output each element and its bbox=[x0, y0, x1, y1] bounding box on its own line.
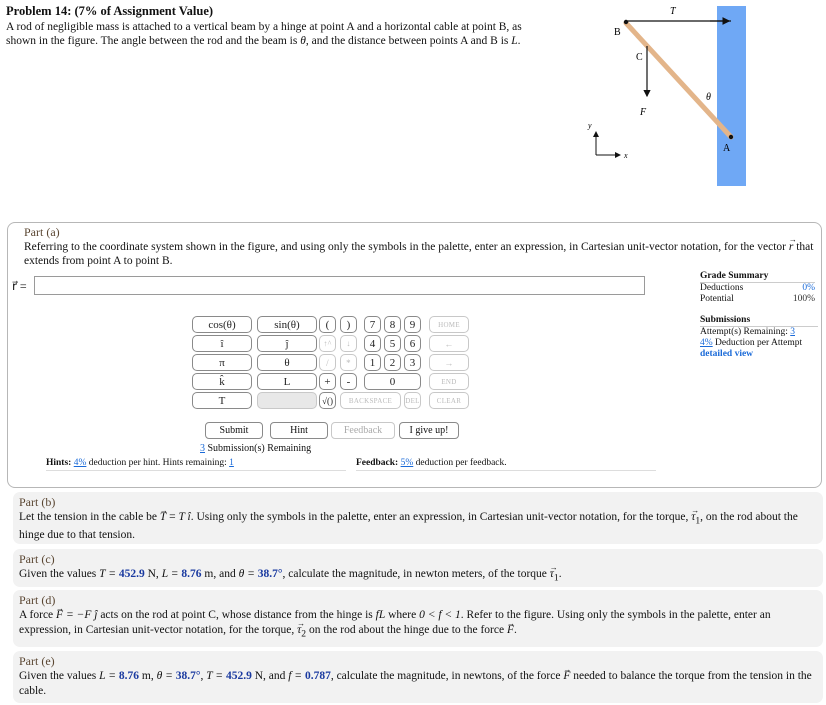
part-b-panel[interactable] bbox=[13, 492, 823, 544]
part-d-panel[interactable] bbox=[13, 590, 823, 647]
key-9[interactable]: 9 bbox=[404, 316, 421, 333]
deductions-value: 0% bbox=[802, 283, 815, 293]
part-a-panel bbox=[7, 222, 822, 488]
key-6[interactable]: 6 bbox=[404, 335, 421, 352]
submissions-remaining: 3 Submission(s) Remaining bbox=[200, 443, 312, 454]
key-1[interactable]: 1 bbox=[364, 354, 381, 371]
key-pi[interactable]: π bbox=[192, 354, 252, 371]
part-d-label: Part (d) bbox=[19, 593, 56, 607]
part-a-label: Part (a) bbox=[24, 225, 60, 239]
part-e-panel[interactable] bbox=[13, 651, 823, 703]
key-theta[interactable]: θ bbox=[257, 354, 317, 371]
key-home[interactable]: HOME bbox=[429, 316, 469, 333]
key-plus[interactable]: + bbox=[319, 373, 336, 390]
key-open-paren[interactable]: ( bbox=[319, 316, 336, 333]
attempts-label: Attempt(s) Remaining: bbox=[700, 327, 788, 337]
key-0[interactable]: 0 bbox=[364, 373, 421, 390]
part-c-panel[interactable] bbox=[13, 549, 823, 587]
part-c-label: Part (c) bbox=[19, 552, 55, 566]
key-left-arrow[interactable]: ← bbox=[429, 335, 469, 352]
key-sqrt[interactable]: √() bbox=[319, 392, 336, 409]
potential-label: Potential bbox=[700, 294, 734, 304]
key-multiply[interactable]: * bbox=[340, 354, 357, 371]
key-j-hat[interactable]: ĵ bbox=[257, 335, 317, 352]
key-i-hat[interactable]: î bbox=[192, 335, 252, 352]
answer-input[interactable] bbox=[34, 276, 645, 295]
deduction-per-attempt-label: Deduction per Attempt bbox=[715, 338, 803, 348]
key-right-arrow[interactable]: → bbox=[429, 354, 469, 371]
key-del[interactable]: DEL bbox=[404, 392, 421, 409]
key-up-power[interactable]: ↑^ bbox=[319, 335, 336, 352]
key-3[interactable]: 3 bbox=[404, 354, 421, 371]
rod bbox=[626, 23, 731, 137]
answer-label: r⃗ = bbox=[12, 279, 27, 293]
label-x: x bbox=[624, 151, 628, 160]
label-y: y bbox=[588, 121, 592, 130]
key-backspace[interactable]: BACKSPACE bbox=[340, 392, 401, 409]
part-c-question: Given the values T = 452.9 N, L = 8.76 m, and θ = 38.7°, calculate the magnitude, in newton meters, of the torque → $\tau_1$. bbox=[19, 568, 562, 580]
key-t[interactable]: T bbox=[192, 392, 252, 409]
deductions-label: Deductions bbox=[700, 283, 744, 293]
label-t: T bbox=[670, 6, 676, 17]
problem-figure bbox=[580, 0, 826, 190]
attempts-value: 3 bbox=[790, 327, 795, 337]
vertical-beam bbox=[717, 6, 746, 186]
key-sin-theta[interactable]: sin(θ) bbox=[257, 316, 317, 333]
part-d-question: A force → F = −F ĵ acts on the rod at point C, whose distance from the hinge is fL where 0 < f < 1. Refer to the figure. Using only the symbols in the palette, enter an expression, in Cartesian unit-vector notation, for the torque, → $\tau_2$ on the rod about the hinge due to the force → F. bbox=[19, 609, 771, 636]
part-e-label: Part (e) bbox=[19, 654, 55, 668]
key-l[interactable]: L bbox=[257, 373, 317, 390]
deduction-per-attempt-value: 4% bbox=[700, 338, 713, 348]
key-5[interactable]: 5 bbox=[384, 335, 401, 352]
problem-title: Problem 14: (7% of Assignment Value) bbox=[6, 4, 214, 18]
part-e-question: Given the values L = 8.76 m, θ = 38.7°, T = 452.9 N, and f = 0.787, calculate the magnitude, in newtons, of the force → F needed to balance the torque from the tension in the cable. bbox=[19, 670, 812, 697]
hint-deduction-pct: 4% bbox=[73, 458, 87, 468]
key-blank bbox=[257, 392, 317, 409]
grade-summary bbox=[700, 271, 815, 305]
key-end[interactable]: END bbox=[429, 373, 469, 390]
label-b: B bbox=[614, 27, 621, 38]
label-c: C bbox=[636, 52, 643, 63]
feedback-info: Feedback: 5% deduction per feedback. bbox=[356, 458, 656, 471]
submissions-summary bbox=[700, 315, 818, 360]
submit-button[interactable]: Submit bbox=[205, 422, 263, 439]
key-cos-theta[interactable]: cos(θ) bbox=[192, 316, 252, 333]
part-b-label: Part (b) bbox=[19, 495, 56, 509]
detailed-view-link[interactable]: detailed view bbox=[700, 349, 754, 359]
potential-value: 100% bbox=[792, 294, 815, 304]
hints-info: Hints: 4% deduction per hint. Hints remaining: 1 bbox=[46, 458, 346, 471]
key-2[interactable]: 2 bbox=[384, 354, 401, 371]
key-k-hat[interactable]: k̂ bbox=[192, 373, 252, 390]
feedback-deduction-pct: 5% bbox=[400, 458, 414, 468]
key-clear[interactable]: CLEAR bbox=[429, 392, 469, 409]
part-a-question: Referring to the coordinate system shown in the figure, and using only the symbols in the palette, enter an expression, in Cartesian unit-vector notation, for the vector → r that extends from point A to point B. bbox=[24, 240, 819, 268]
grade-summary-heading: Grade Summary bbox=[700, 271, 815, 283]
give-up-button[interactable]: I give up! bbox=[399, 422, 459, 439]
part-b-question: Let the tension in the cable be → T = T î. Using only the symbols in the palette, enter an expression, in Cartesian unit-vector notation, for the torque, → $\tau_1$, on the rod about the hinge due to that tension. bbox=[19, 511, 798, 541]
key-down[interactable]: ↓ bbox=[340, 335, 357, 352]
label-f: F bbox=[640, 107, 647, 118]
submissions-heading: Submissions bbox=[700, 315, 818, 327]
point-b-dot bbox=[624, 20, 628, 24]
feedback-button[interactable]: Feedback bbox=[331, 422, 395, 439]
key-minus[interactable]: - bbox=[340, 373, 357, 390]
key-close-paren[interactable]: ) bbox=[340, 316, 357, 333]
key-4[interactable]: 4 bbox=[364, 335, 381, 352]
hint-button[interactable]: Hint bbox=[270, 422, 328, 439]
key-divide[interactable]: / bbox=[319, 354, 336, 371]
problem-statement: A rod of negligible mass is attached to a vertical beam by a hinge at point A and a horizontal cable at point B, as shown in the figure. The angle between the rod and the beam is θ, and the distance between points A and B is L. bbox=[6, 21, 522, 47]
key-7[interactable]: 7 bbox=[364, 316, 381, 333]
label-a: A bbox=[723, 143, 731, 154]
key-8[interactable]: 8 bbox=[384, 316, 401, 333]
hints-remaining: 1 bbox=[229, 458, 234, 468]
label-theta: θ bbox=[706, 92, 711, 103]
point-a-dot bbox=[729, 135, 733, 139]
